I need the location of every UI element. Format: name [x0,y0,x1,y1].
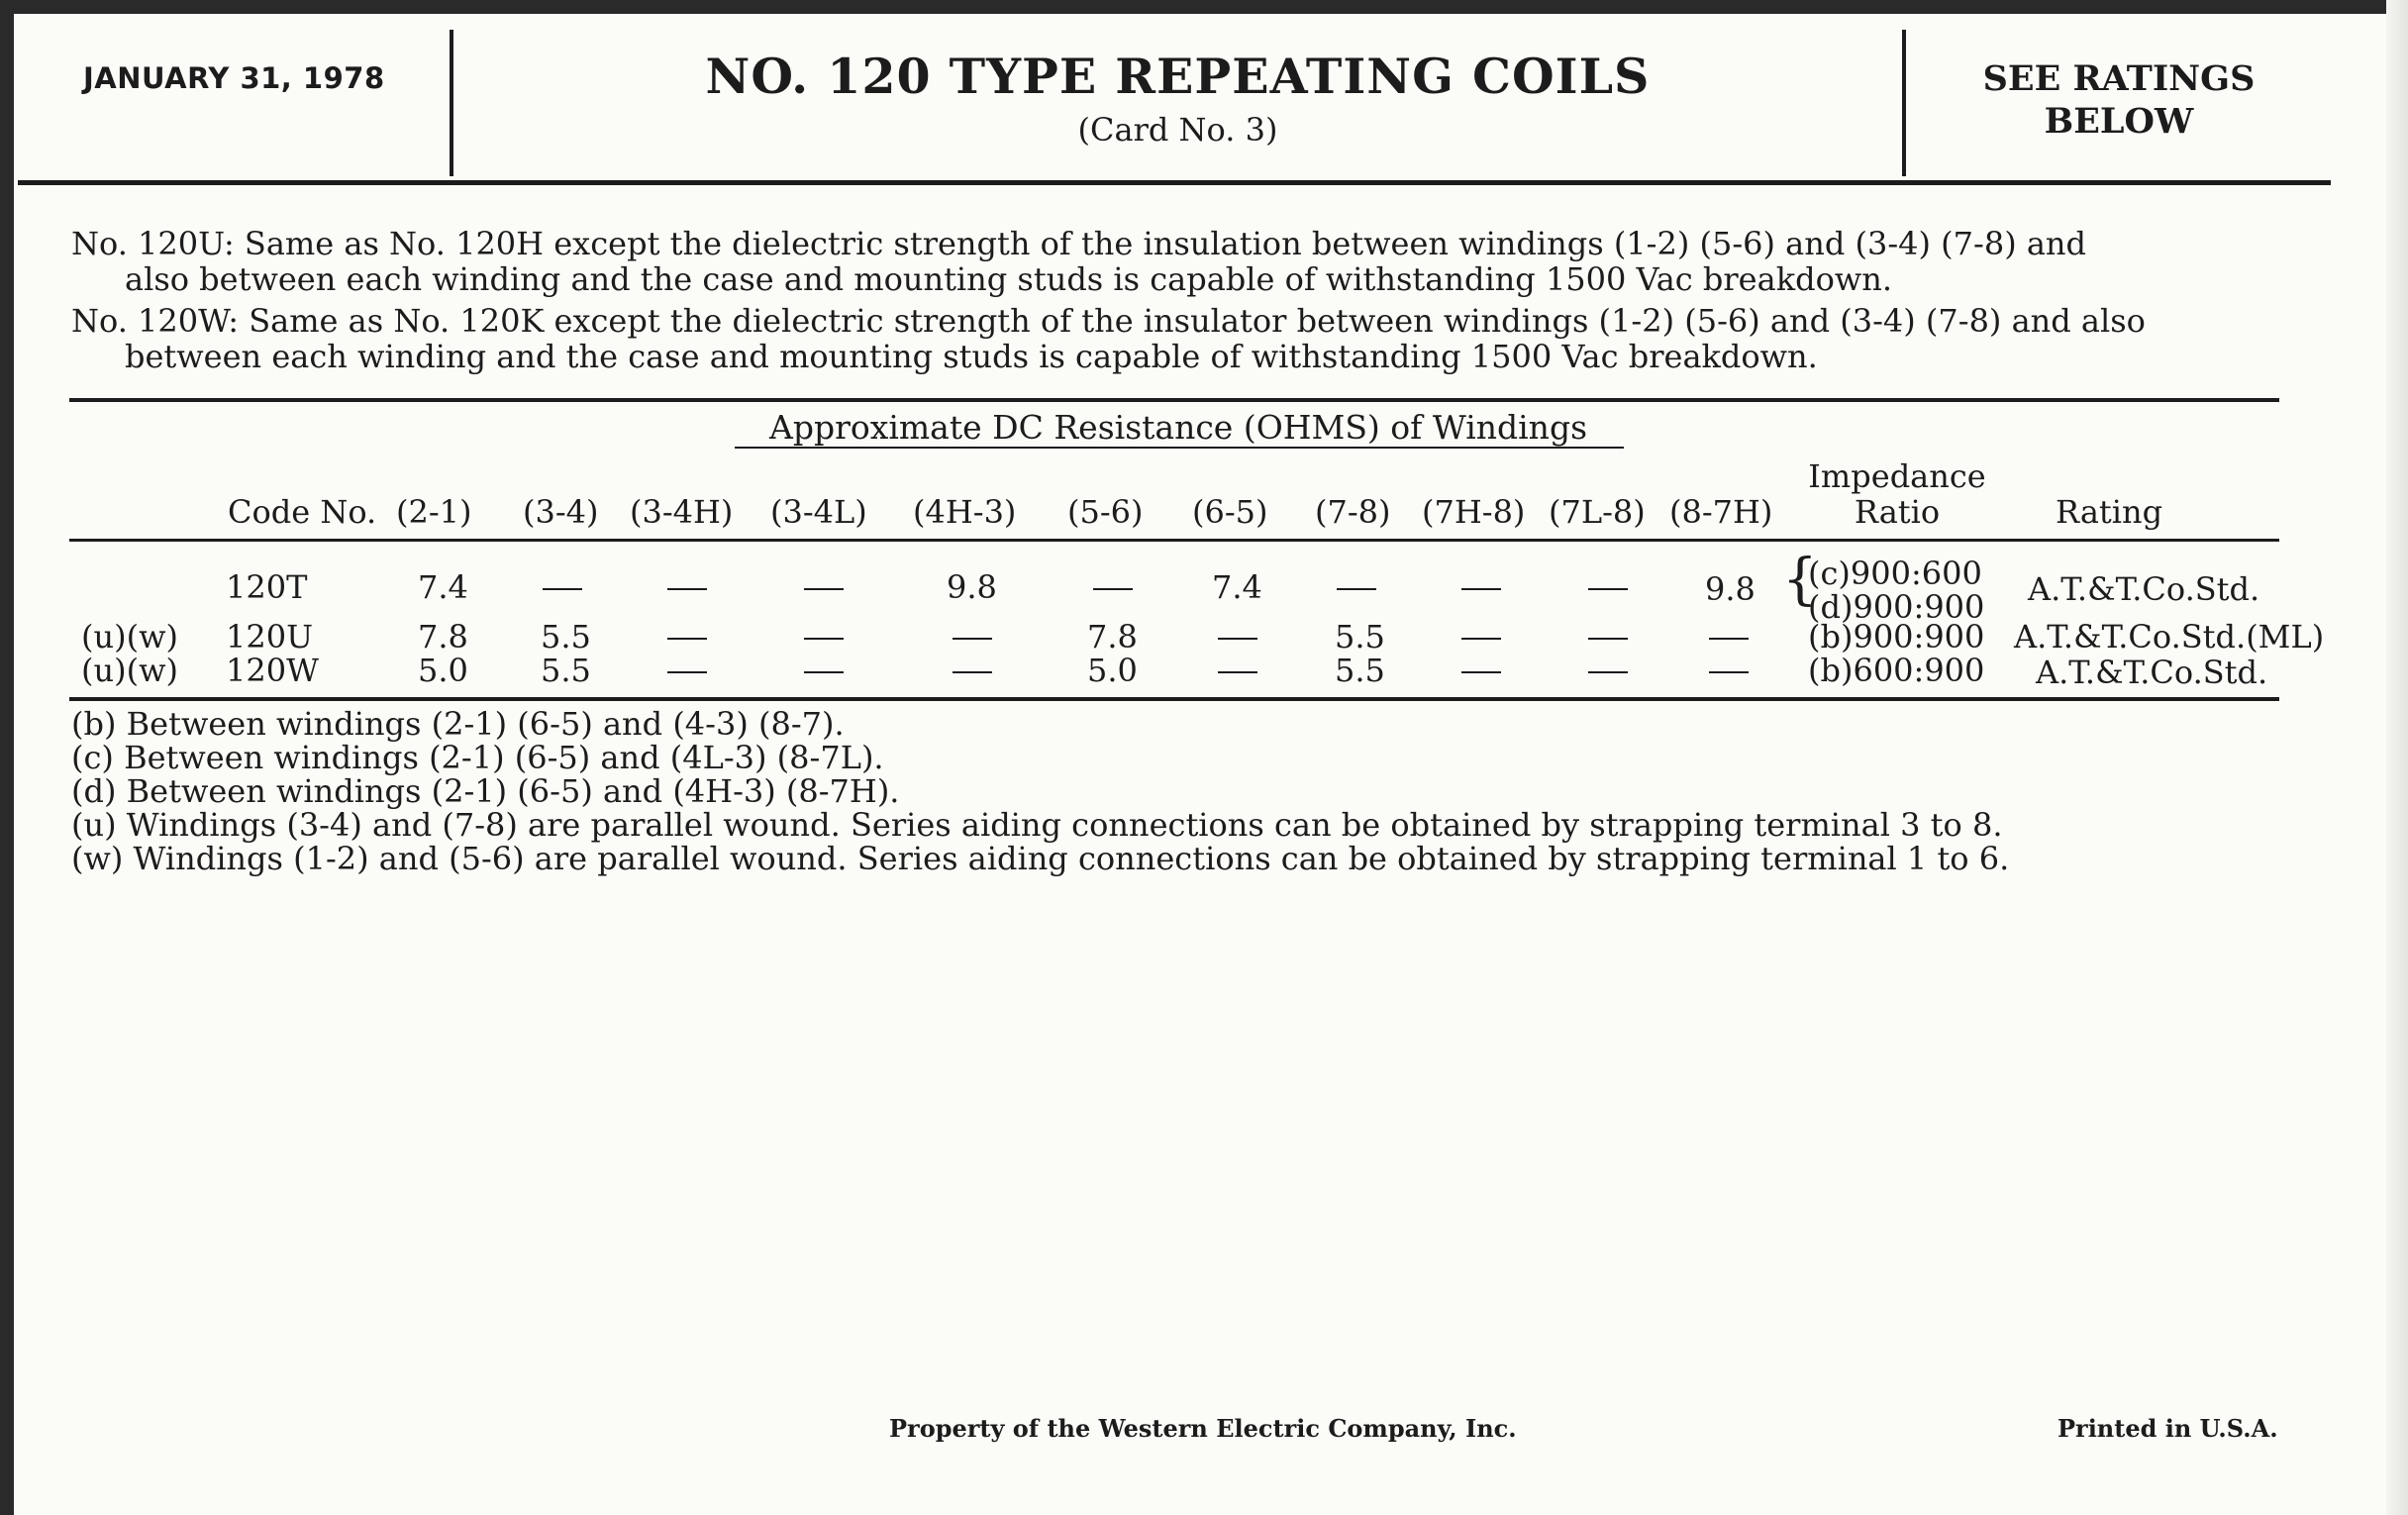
cell-value: 9.8 [1705,570,1756,608]
col-header-ratio: Ratio [1854,493,1941,531]
col-header: (2-1) [396,493,472,531]
dash [1093,588,1133,590]
footnote-b: (b) Between windings (2-1) (6-5) and (4-3) (8-7). [71,705,845,743]
dash [1218,671,1257,673]
impedance-value: (d)900:900 [1808,588,1985,626]
dash [1461,588,1501,590]
dash [953,638,992,640]
ratings-note-line1: SEE RATINGS [1982,58,2256,99]
col-header: (7L-8) [1549,493,1646,531]
row-code: 120U [226,618,314,656]
cell-value: 7.8 [418,618,468,656]
row-prefix: (u)(w) [81,652,178,689]
col-header: (5-6) [1067,493,1144,531]
col-header-code: Code No. [228,493,377,531]
description-line: between each winding and the case and mounting studs is capable of withstanding 1500 Vac breakdown. [125,338,1818,375]
description-line: No. 120U: Same as No. 120H except the dielectric strength of the insulation between windings (1-2) (5-6) and (3-4) (7-8) and [71,225,2087,262]
dash [1337,588,1376,590]
footnote-w: (w) Windings (1-2) and (5-6) are parallel wound. Series aiding connections can be obtained by strapping terminal 1 to 6. [71,840,2010,877]
dash [1709,671,1749,673]
cell-value: 7.8 [1087,618,1138,656]
brace-icon: { [1782,548,1818,612]
rating-value: A.T.&T.Co.Std.(ML) [2014,618,2325,656]
dash [667,638,707,640]
col-header: (3-4H) [630,493,734,531]
col-header: (8-7H) [1669,493,1773,531]
issue-date: JANUARY 31, 1978 [83,61,385,95]
col-header: (7H-8) [1422,493,1526,531]
cell-value: 5.0 [1087,652,1138,689]
dash [1588,588,1628,590]
dash [804,588,844,590]
cell-value: 5.0 [418,652,468,689]
cell-value: 5.5 [541,652,591,689]
table-caption: Approximate DC Resistance (OHMS) of Windings [769,408,1587,447]
dash [667,671,707,673]
description-line: No. 120W: Same as No. 120K except the dielectric strength of the insulator between windings (1-2) (5-6) and (3-4) (7-8) and also [71,302,2146,340]
description-120w [71,303,2289,374]
dash [543,588,582,590]
cell-value: 9.8 [947,568,997,606]
ratings-note-line2: BELOW [2044,101,2194,142]
dash [1461,638,1501,640]
header-rule [18,180,2331,185]
row-code: 120W [226,652,319,689]
page-title: NO. 120 TYPE REPEATING COILS [705,48,1651,105]
dash [1461,671,1501,673]
cell-value: 7.4 [418,568,468,606]
footnote-c: (c) Between windings (2-1) (6-5) and (4L-3) (8-7L). [71,739,884,776]
card-number: (Card No. 3) [1077,111,1278,149]
ratings-note [1906,57,2332,143]
dash [1218,638,1257,640]
table-rule-top [69,398,2279,402]
description-line: also between each winding and the case and mounting studs is capable of withstanding 1500 Vac breakdown. [125,260,1892,298]
dash [953,671,992,673]
printed-notice: Printed in U.S.A. [2057,1414,2278,1443]
dash [1588,638,1628,640]
row-prefix: (u)(w) [81,618,178,656]
col-header: (4H-3) [913,493,1017,531]
card-edge [2386,0,2408,1515]
table-rule-mid [69,539,2279,542]
table-rule-bottom [69,697,2279,701]
row-code: 120T [226,568,308,606]
col-header-rating: Rating [2056,493,2163,531]
table-caption-underline [735,447,1624,449]
cell-value: 7.4 [1212,568,1262,606]
col-header-impedance: Impedance [1808,457,1986,495]
property-notice: Property of the Western Electric Company, Inc. [889,1414,1517,1443]
cell-value: 5.5 [541,618,591,656]
footnote-d: (d) Between windings (2-1) (6-5) and (4H-3) (8-7H). [71,772,900,810]
rating-value: A.T.&T.Co.Std. [2036,654,2268,691]
impedance-value: (c)900:600 [1808,555,1982,592]
rating-value: A.T.&T.Co.Std. [2028,570,2260,608]
description-120u [71,226,2289,297]
cell-value: 5.5 [1335,652,1385,689]
footnote-u: (u) Windings (3-4) and (7-8) are parallel wound. Series aiding connections can be obtained by strapping terminal 3 to 8. [71,806,2003,844]
col-header: (6-5) [1192,493,1268,531]
dash [1588,671,1628,673]
col-header: (3-4) [523,493,599,531]
dash [804,671,844,673]
cell-value: 5.5 [1335,618,1385,656]
dash [667,588,707,590]
impedance-value: (b)600:900 [1808,652,1985,689]
col-header: (7-8) [1315,493,1391,531]
dash [1709,638,1749,640]
impedance-value: (b)900:900 [1808,618,1985,656]
dash [804,638,844,640]
col-header: (3-4L) [770,493,867,531]
